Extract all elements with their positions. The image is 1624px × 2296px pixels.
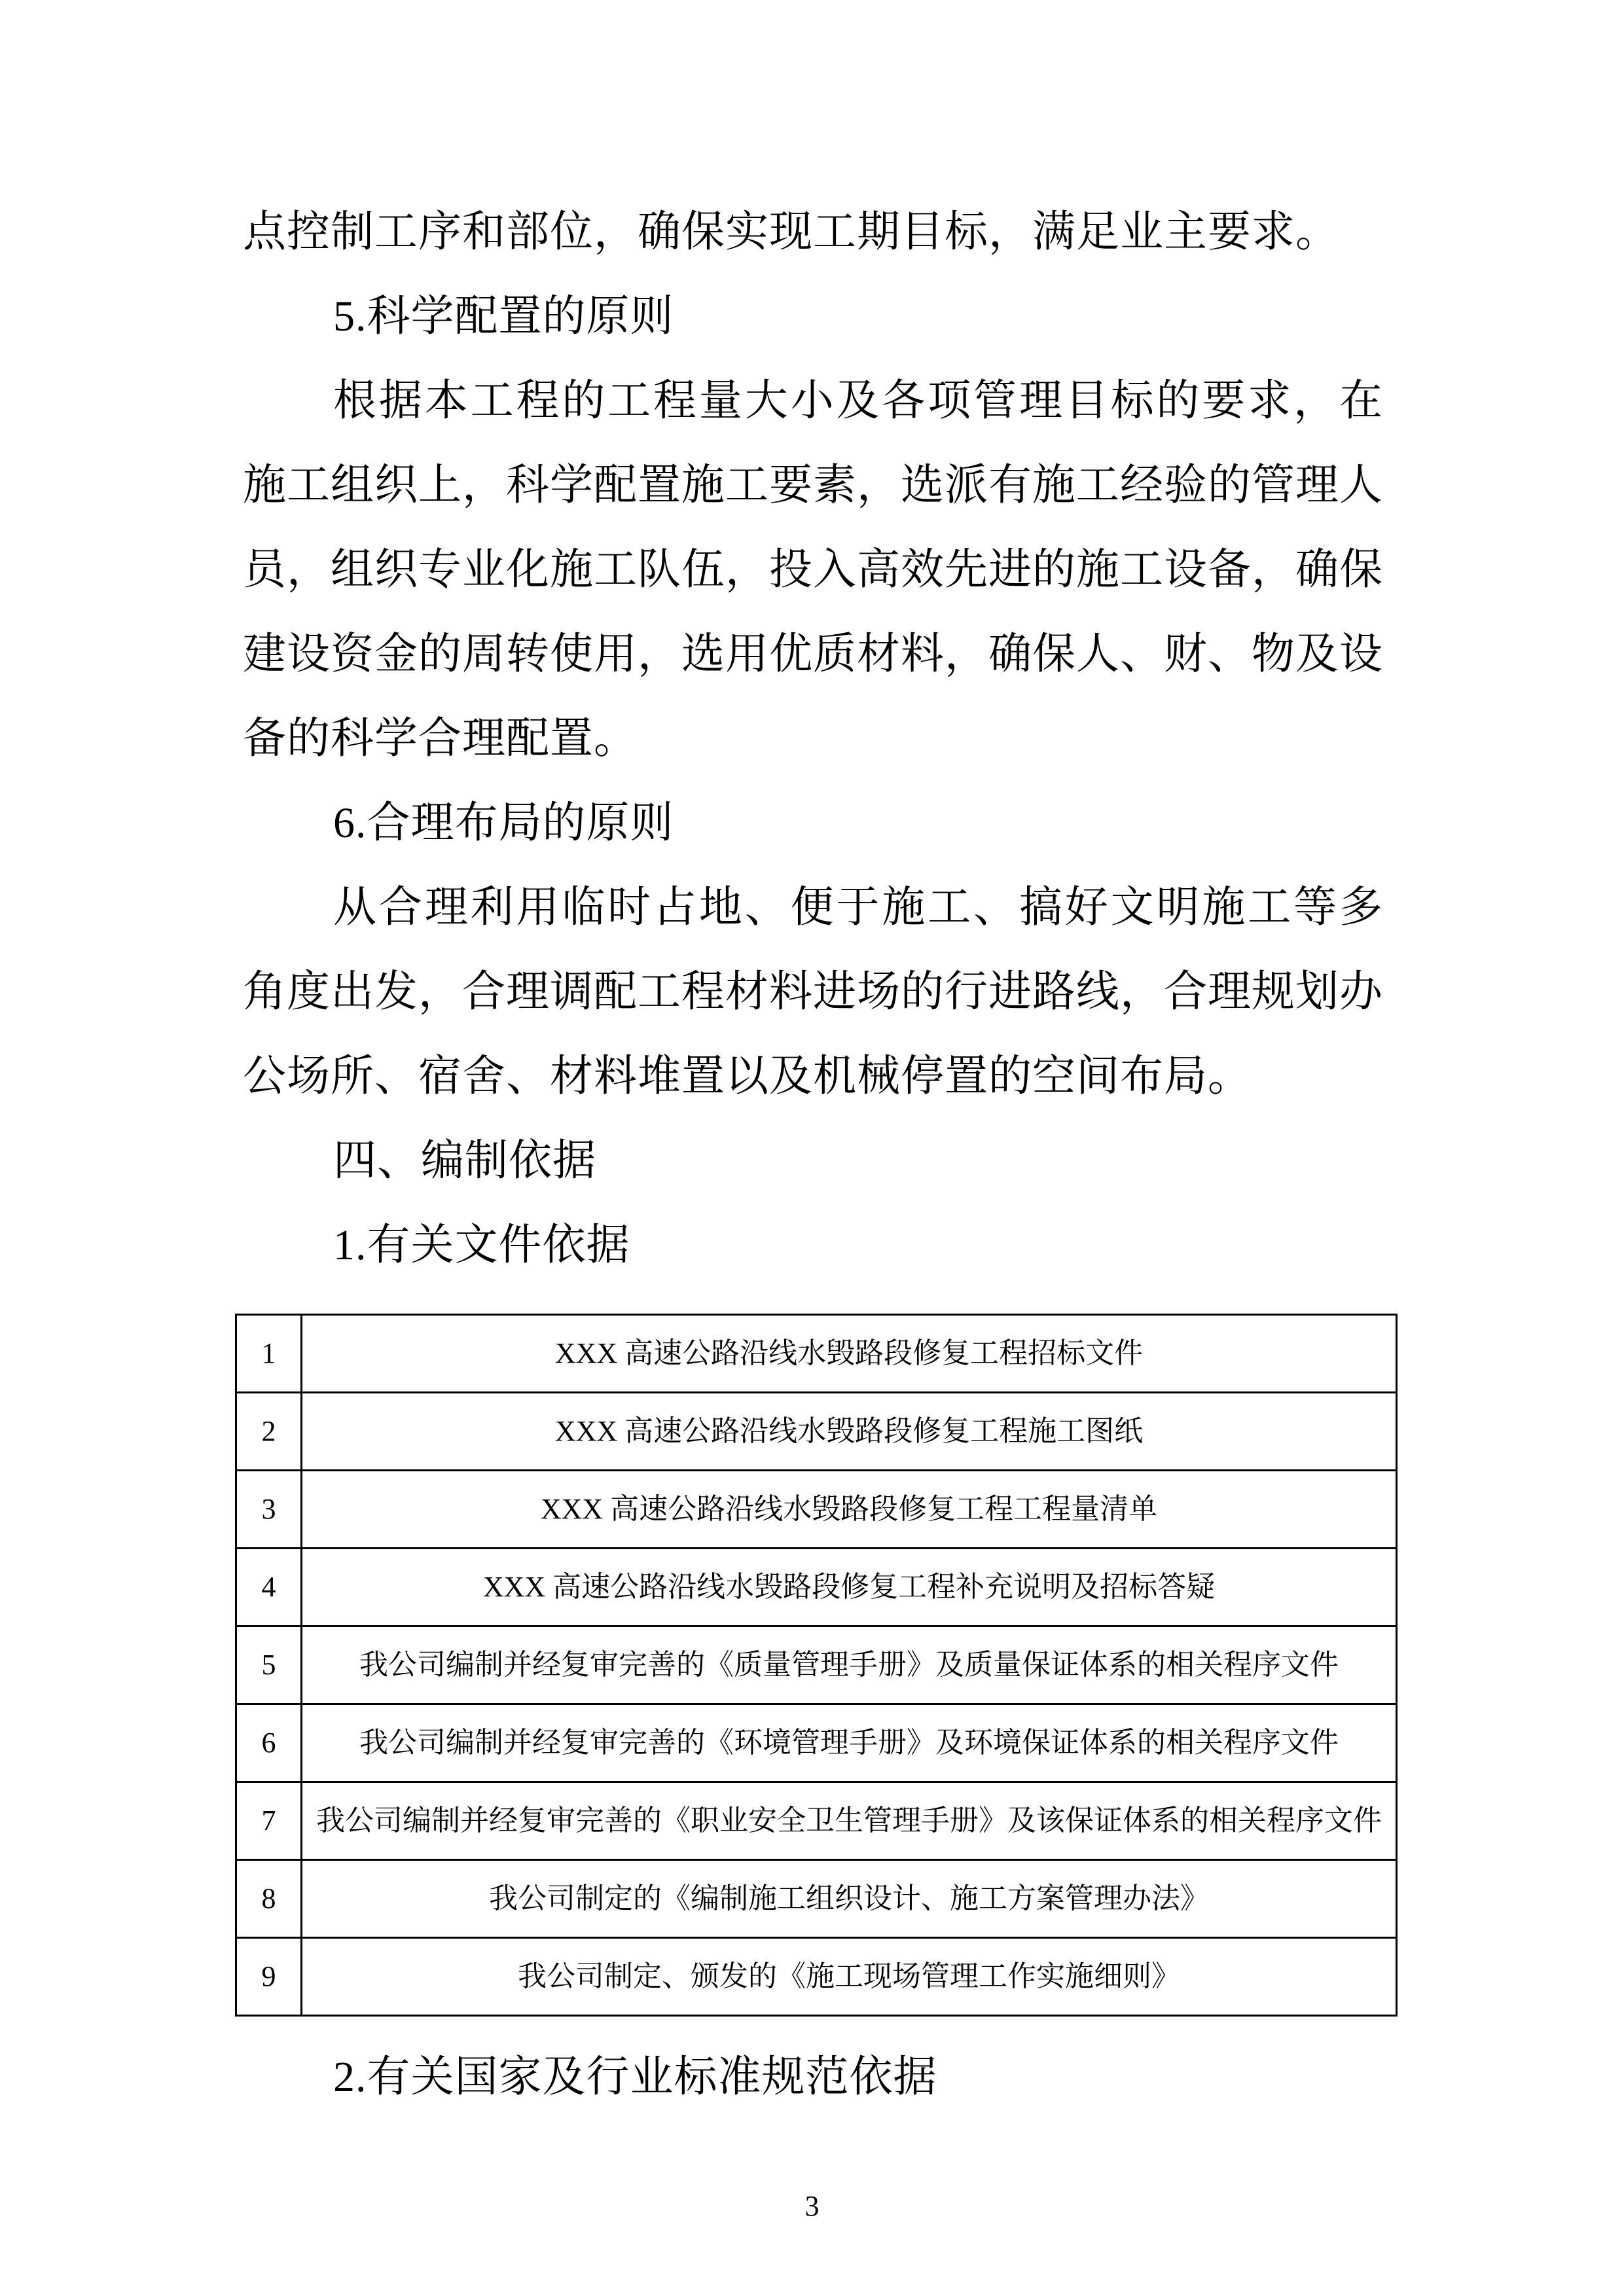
table-row (236, 1860, 1397, 1938)
heading-section-4: 四、编制依据 (333, 1137, 596, 1185)
row-number: 1 (236, 1315, 302, 1393)
table-row (236, 1549, 1397, 1626)
table-row (236, 1471, 1397, 1549)
row-number: 6 (236, 1704, 302, 1782)
row-text: 我公司编制并经复审完善的《环境管理手册》及环境保证体系的相关程序文件 (302, 1704, 1397, 1782)
row-text: 我公司编制并经复审完善的《职业安全卫生管理手册》及该保证体系的相关程序文件 (302, 1782, 1397, 1860)
row-text: XXX 高速公路沿线水毁路段修复工程施工图纸 (302, 1393, 1397, 1471)
row-text: 我公司编制并经复审完善的《质量管理手册》及质量保证体系的相关程序文件 (302, 1626, 1397, 1704)
row-number: 7 (236, 1782, 302, 1860)
paragraph-continuation: 点控制工序和部位，确保实现工期目标，满足业主要求。 (243, 208, 1339, 256)
row-number: 9 (236, 1938, 302, 2016)
heading-file-basis: 1.有关文件依据 (333, 1221, 630, 1269)
table-row (236, 1626, 1397, 1704)
reference-documents-table (235, 1314, 1398, 2017)
paragraph-principle-5-body: 根据本工程的工程量大小及各项管理目标的要求，在施工组织上，科学配置施工要素，选派有施工经验的管理人员，组织专业化施工队伍，投入高效先进的施工设备，确保建设资金的周转使用，选用优质材料，确保人、财、物及设备的科学合理配置。 (243, 377, 1383, 762)
row-text: XXX 高速公路沿线水毁路段修复工程工程量清单 (302, 1471, 1397, 1549)
heading-standards-basis: 2.有关国家及行业标准规范依据 (333, 2053, 937, 2101)
row-number: 3 (236, 1471, 302, 1549)
heading-principle-6: 6.合理布局的原则 (333, 799, 674, 847)
row-text: XXX 高速公路沿线水毁路段修复工程补充说明及招标答疑 (302, 1549, 1397, 1626)
row-number: 8 (236, 1860, 302, 1938)
row-text: 我公司制定、颁发的《施工现场管理工作实施细则》 (302, 1938, 1397, 2016)
row-number: 4 (236, 1549, 302, 1626)
row-text: XXX 高速公路沿线水毁路段修复工程招标文件 (302, 1315, 1397, 1393)
table-row (236, 1782, 1397, 1860)
table-row (236, 1315, 1397, 1393)
paragraph-principle-6-body: 从合理利用临时占地、便于施工、搞好文明施工等多角度出发，合理调配工程材料进场的行进路线，合理规划办公场所、宿舍、材料堆置以及机械停置的空间布局。 (243, 884, 1383, 1100)
page-number: 3 (804, 2190, 820, 2222)
table-row (236, 1393, 1397, 1471)
row-number: 5 (236, 1626, 302, 1704)
row-text: 我公司制定的《编制施工组织设计、施工方案管理办法》 (302, 1860, 1397, 1938)
table-row (236, 1704, 1397, 1782)
table-row (236, 1938, 1397, 2016)
heading-principle-5: 5.科学配置的原则 (333, 293, 674, 340)
row-number: 2 (236, 1393, 302, 1471)
